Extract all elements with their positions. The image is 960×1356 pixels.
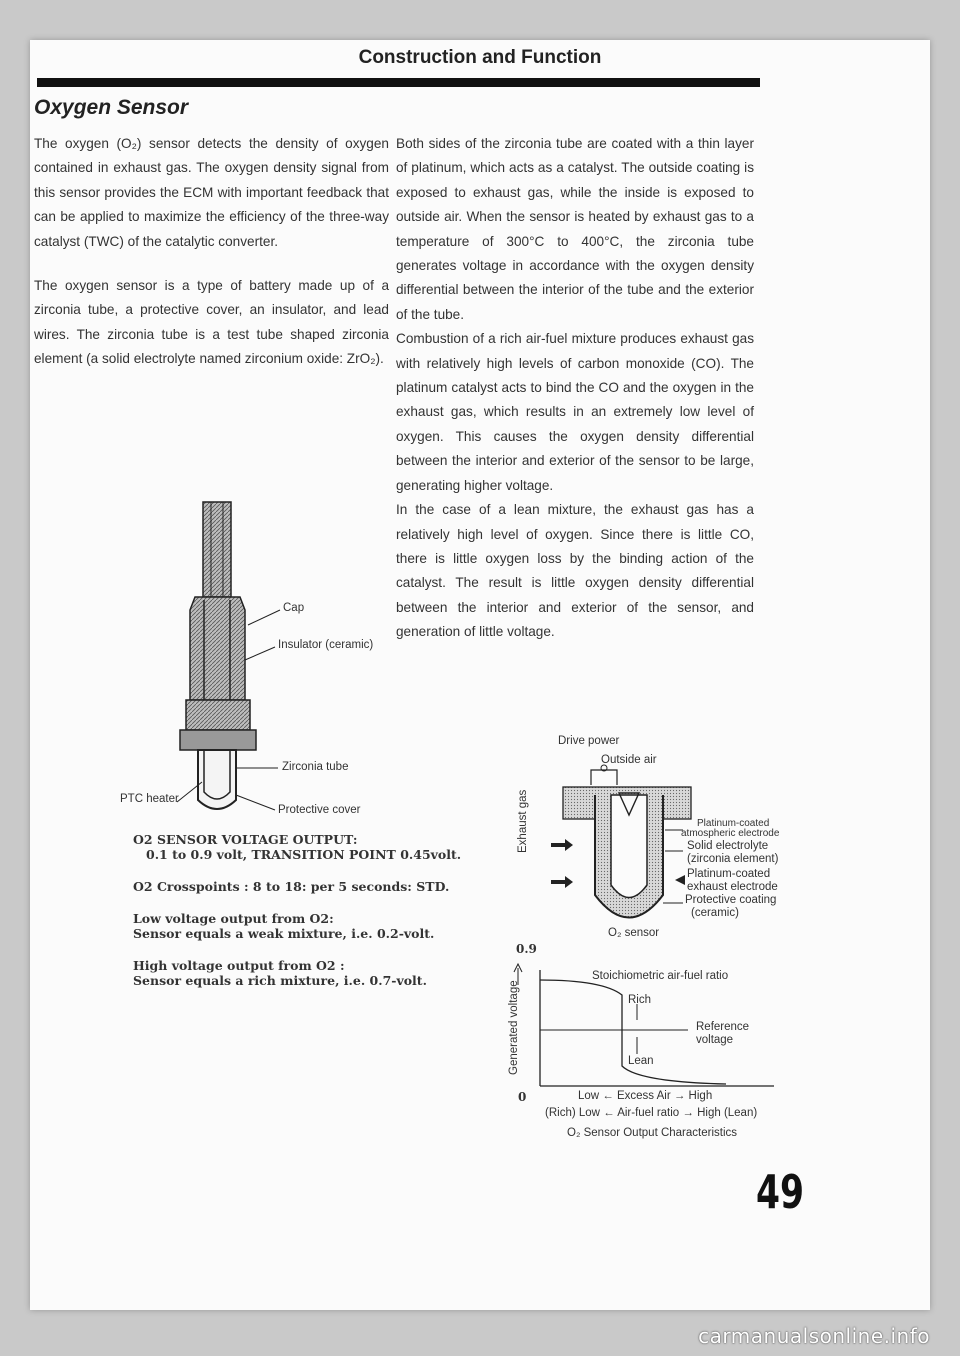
note-line: Low voltage output from O2: <box>133 911 334 926</box>
o2-voltage-notes <box>133 832 493 988</box>
rich-label: Rich <box>628 994 652 1006</box>
cover-leader <box>236 795 275 810</box>
section-title: Oxygen Sensor <box>34 96 189 119</box>
platinum-atm-label-2: atmospheric electrode <box>681 828 780 839</box>
paragraph: In the case of a lean mixture, the exhaust gas has a relatively high level of oxygen. Since there is little CO, there is little oxygen loss by the binding action of the catalyst. The result is little oxygen density differential between the interior and exterior of the sensor, and generation of little voltage. <box>396 502 754 640</box>
paragraph: The oxygen (O₂) sensor detects the density of oxygen contained in exhaust gas. The oxygen density signal from this sensor provides the ECM with important feedback that can be applied to maximize the efficiency of the three-way catalyst (TWC) of the catalytic converter. <box>34 136 389 249</box>
note-line: 0.1 to 0.9 volt, TRANSITION POINT 0.45volt. <box>146 847 462 862</box>
cap-label: Cap <box>283 602 305 614</box>
sensor-cutaway-figure <box>100 500 400 830</box>
header-rule <box>37 78 760 87</box>
platinum-exhaust-label-2: exhaust electrode <box>687 881 778 893</box>
page-number: 49 <box>756 1165 805 1219</box>
watermark: carmanualsonline.info <box>698 1324 930 1348</box>
voltage-label: voltage <box>696 1034 734 1046</box>
right-column <box>396 132 754 645</box>
solid-electrolyte-label: Solid electrolyte <box>687 840 769 852</box>
exhaust-gas-label: Exhaust gas <box>517 789 529 853</box>
zirconia-element-label: (zirconia element) <box>687 853 779 865</box>
outside-air-label: Outside air <box>601 754 657 766</box>
insulator-leader <box>245 647 275 660</box>
note-line: O2 Crosspoints : 8 to 18: per 5 seconds: STD. <box>133 879 450 894</box>
page-header: Construction and Function <box>358 47 602 68</box>
protective-cover-label: Protective cover <box>278 804 361 816</box>
drive-power-label: Drive power <box>558 735 620 747</box>
note-line: Sensor equals a weak mixture, i.e. 0.2-volt. <box>133 926 435 941</box>
left-column <box>34 132 389 392</box>
zirconia-tube-label: Zirconia tube <box>282 761 349 773</box>
x-axis-excess-air: Low ← Excess Air → High <box>578 1090 713 1102</box>
sensor-illustration <box>100 500 400 830</box>
ptc-heater-label: PTC heater <box>120 793 179 805</box>
lean-label: Lean <box>628 1055 654 1067</box>
output-characteristics-graph <box>498 940 798 1180</box>
y-axis-min: 0 <box>518 1090 527 1104</box>
stoichiometric-label: Stoichiometric air-fuel ratio <box>592 970 729 982</box>
zirconia-element-figure <box>517 735 785 955</box>
paragraph: Both sides of the zirconia tube are coated with a thin layer of platinum, which acts as a catalyst. The outside coating is exposed to exhaust gas, while the inside is exposed to outside air. When the sensor is heated by exhaust gas to a temperature of 300°C to 400°C, the zirconia tube generates voltage in accordance with the oxygen density differential between the interior of the tube and the exterior of the tube. <box>396 136 754 322</box>
insulator-label: Insulator (ceramic) <box>278 639 374 651</box>
platinum-atm-label: Platinum-coated <box>697 818 770 829</box>
note-line: Sensor equals a rich mixture, i.e. 0.7-volt. <box>133 973 427 988</box>
note-line: O2 SENSOR VOLTAGE OUTPUT: <box>133 832 358 847</box>
reference-label: Reference <box>696 1021 750 1033</box>
y-axis-max: 0.9 <box>516 942 537 956</box>
o2-sensor-caption: O₂ sensor <box>608 927 660 939</box>
cap-leader <box>248 610 280 625</box>
platinum-exhaust-label: Platinum-coated <box>687 868 771 880</box>
protective-coating-label: Protective coating <box>685 894 777 906</box>
note-line: High voltage output from O2 : <box>133 958 345 973</box>
ceramic-label: (ceramic) <box>691 907 739 919</box>
y-axis-label: Generated voltage <box>508 980 520 1075</box>
graph-caption: O₂ Sensor Output Characteristics <box>567 1127 738 1139</box>
paragraph: The oxygen sensor is a type of battery made up of a zirconia tube, a protective cover, an insulator, and lead wires. The zirconia tube is a test tube shaped zirconia element (a solid electrolyte named zirconium oxide: ZrO₂). <box>34 278 389 367</box>
x-axis-air-fuel: (Rich) Low ← Air-fuel ratio → High (Lean) <box>545 1107 758 1119</box>
paragraph: Combustion of a rich air-fuel mixture produces exhaust gas with relatively high levels of carbon monoxide (CO). The platinum catalyst acts to bind the CO and the oxygen in the exhaust gas, which results in an extremely low level of oxygen. This causes the oxygen density differential between the interior and exterior of the sensor to be large, generating higher voltage. <box>396 331 754 493</box>
